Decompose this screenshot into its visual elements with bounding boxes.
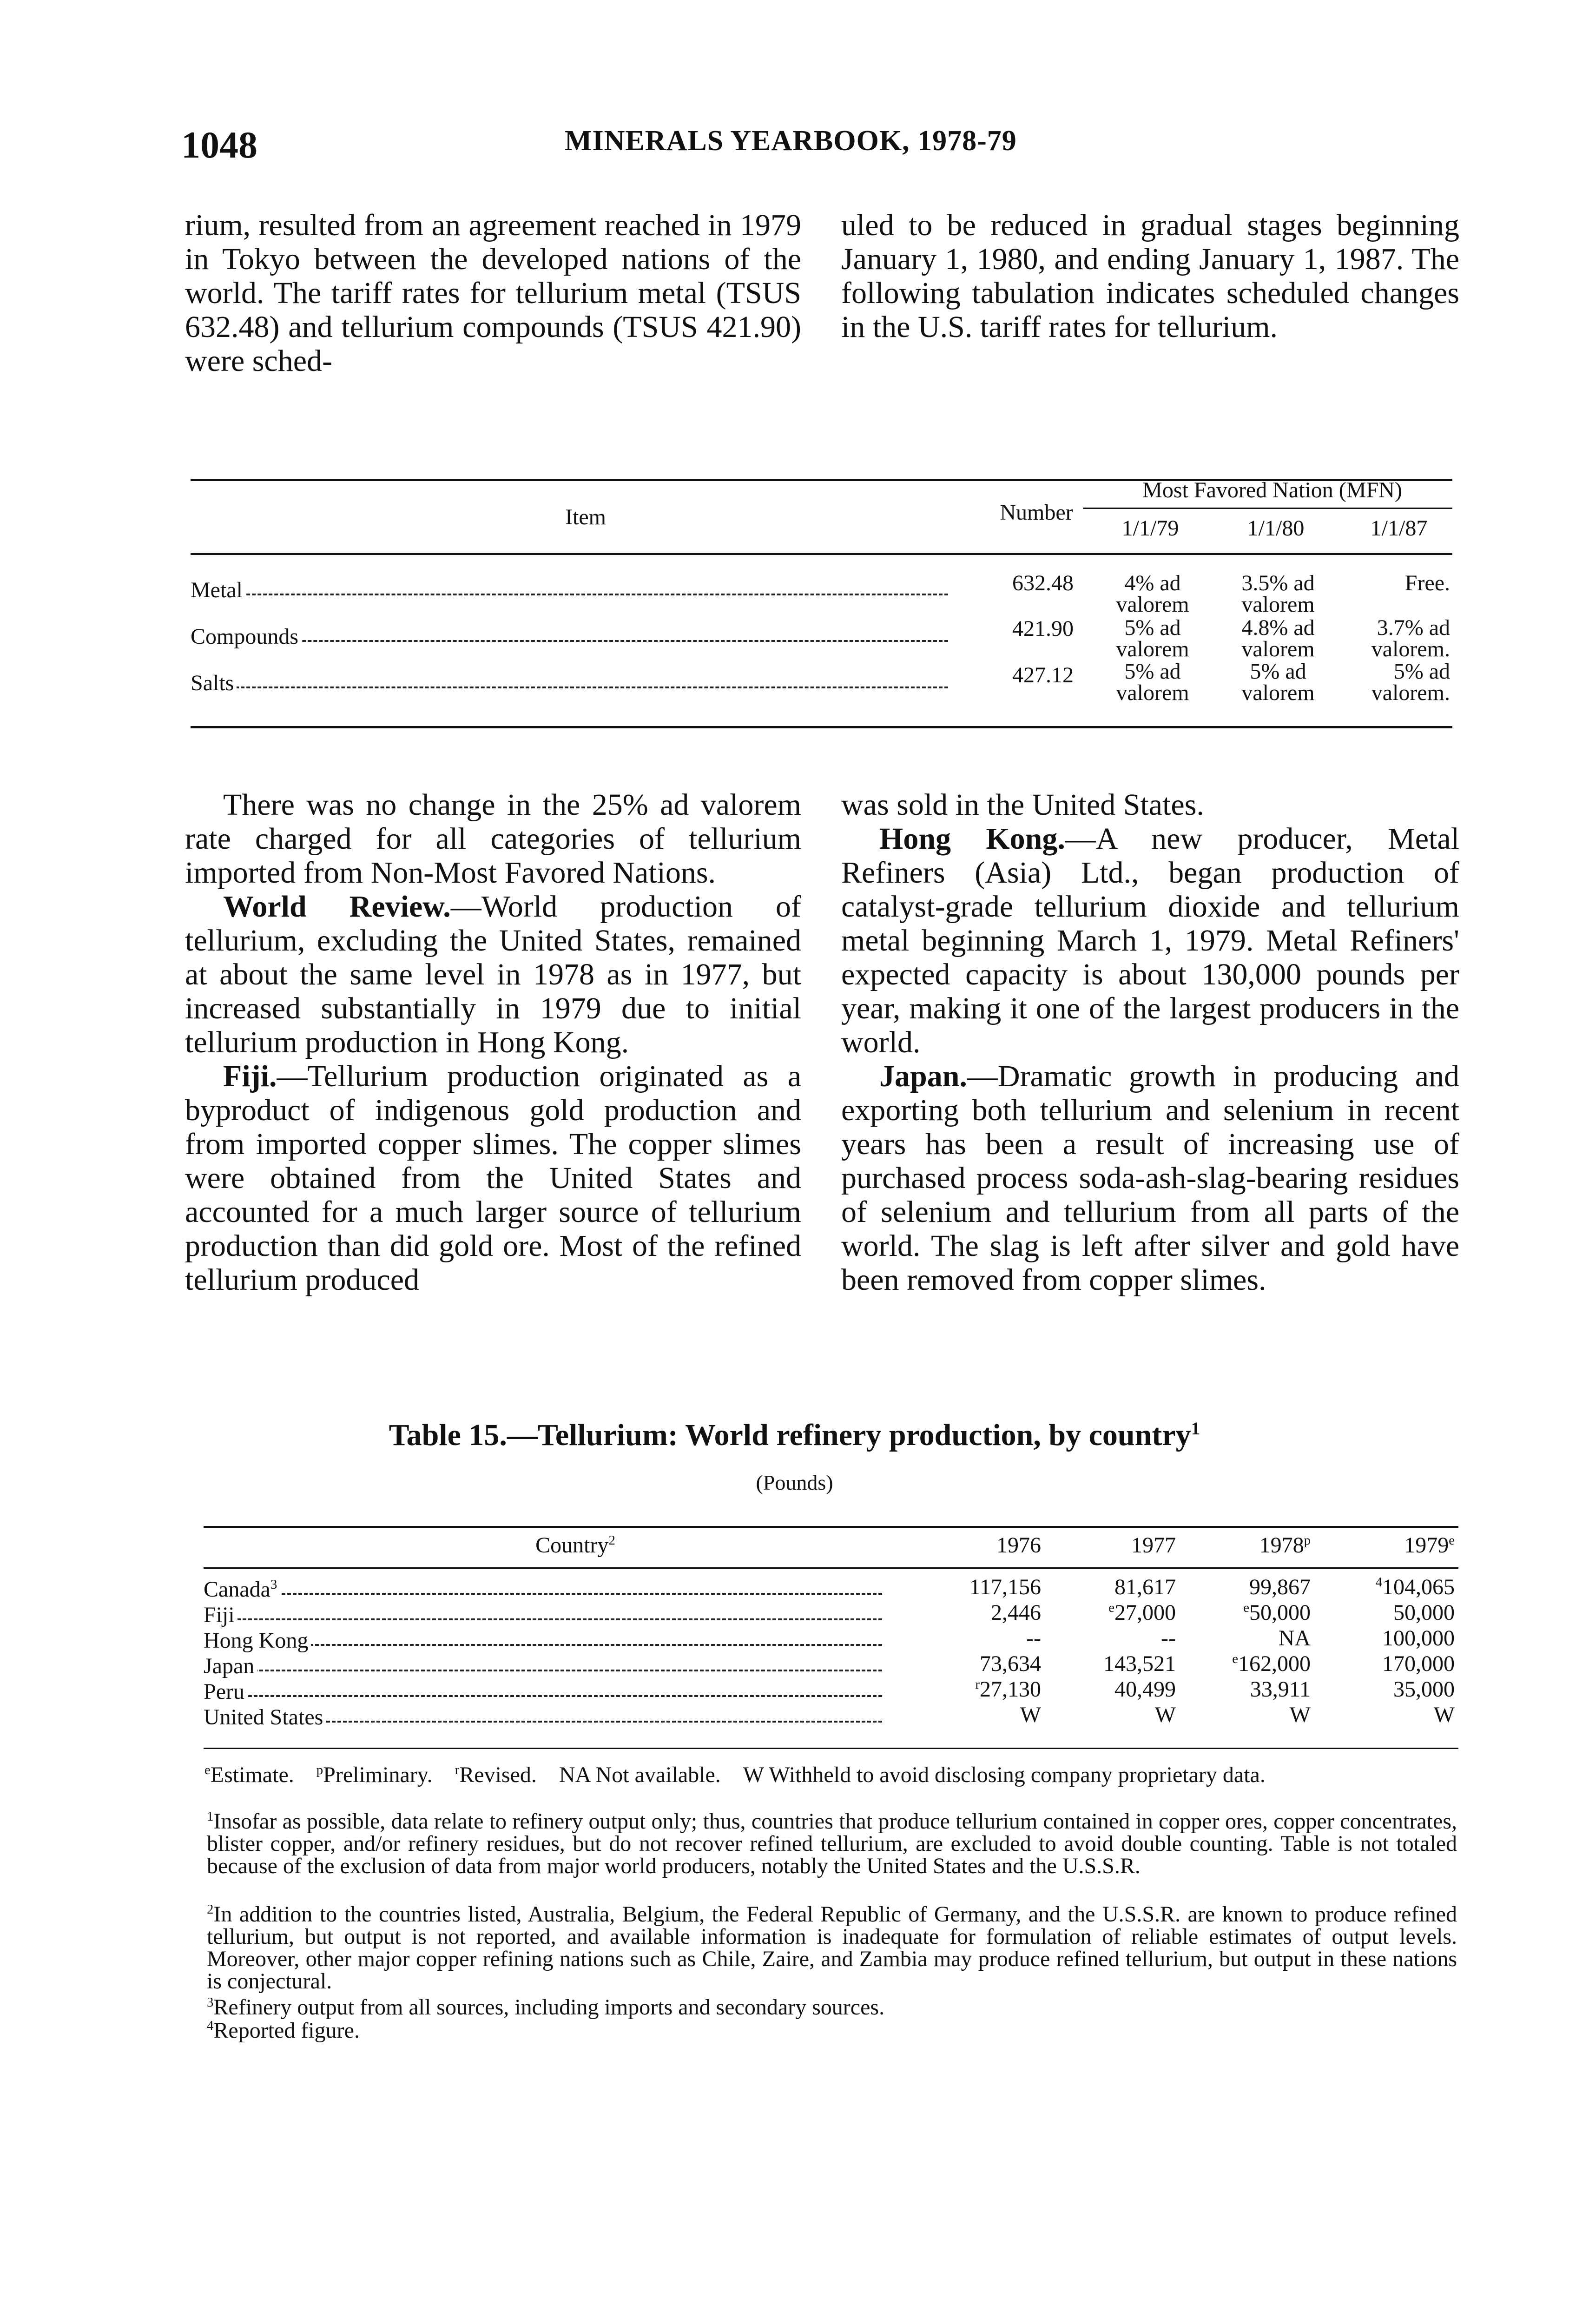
col-header-country xyxy=(204,1534,947,1557)
country-name: Hong Kong xyxy=(204,1629,309,1652)
value-1977 xyxy=(1055,1627,1176,1650)
value-1979 xyxy=(1329,1703,1455,1727)
cell-value: 73,634 xyxy=(980,1651,1041,1676)
value-1976 xyxy=(920,1652,1041,1676)
table-top-rule xyxy=(204,1526,1458,1528)
col-header-text: Country xyxy=(535,1533,609,1558)
footnote-mark: e xyxy=(1243,1600,1249,1615)
running-title: MINERALS YEARBOOK, 1978-79 xyxy=(565,125,1017,157)
tariff-number: 427.12 xyxy=(1012,663,1074,687)
footnote-mark: 2 xyxy=(608,1533,615,1548)
rate-1980: valorem xyxy=(1241,592,1315,617)
paragraph-body: —Tellurium production originated as a byproduct of indigenous gold production and from imported copper slimes. The copper slimes were obtained from the United States and accounted for a much larger source of tellurium production than did gold ore. Most of the refined tellurium produced xyxy=(185,1059,801,1297)
rate-1979: 4% ad xyxy=(1124,571,1181,595)
footnote-legend xyxy=(204,1764,1455,1786)
footnote-mark: 2 xyxy=(207,1902,214,1917)
value-1976 xyxy=(920,1576,1041,1599)
legend-not-available: NA Not available. xyxy=(559,1763,721,1787)
rate-1980: 4.8% ad xyxy=(1241,615,1315,640)
cell-value: -- xyxy=(1161,1626,1176,1651)
header-bottom-rule xyxy=(204,1567,1458,1569)
cell-value: 117,156 xyxy=(969,1575,1041,1599)
col-header-number: Number xyxy=(1000,500,1073,525)
col-header-year xyxy=(1190,1534,1311,1557)
table-row xyxy=(191,625,948,648)
value-1978 xyxy=(1190,1678,1311,1701)
paragraph-body: —World production of tellurium, excluding the United States, remained at about the same level in 1978 as in 1977, but increased substantially in 1979 due to initial tellurium production in Hong Kong. xyxy=(185,890,802,1059)
tariff-number: 421.90 xyxy=(1012,616,1074,641)
value-1977 xyxy=(1055,1678,1176,1701)
row-label: Compounds xyxy=(191,625,301,648)
rate-1980: valorem xyxy=(1241,637,1315,661)
cell-value: 100,000 xyxy=(1382,1626,1455,1651)
rate-1979: valorem xyxy=(1116,592,1189,617)
header-bottom-rule xyxy=(191,553,1452,555)
tariff-number: 632.48 xyxy=(1012,571,1074,595)
col-header-mfn: Most Favored Nation (MFN) xyxy=(1142,478,1402,502)
col-header-year xyxy=(1329,1534,1455,1557)
rate-1987: valorem. xyxy=(1371,637,1450,661)
col-header-text: 1976 xyxy=(996,1533,1041,1558)
value-1979 xyxy=(1329,1627,1455,1650)
rate-1979: 5% ad xyxy=(1124,659,1181,684)
value-1978 xyxy=(1190,1627,1311,1650)
paragraph: rium, resulted from an agreement reached in 1979 in Tokyo between the developed nations of the world. The tariff rates for tellurium metal (TSUS 632.48) and tellurium compounds (TSUS 421.90) were sched- xyxy=(185,208,801,378)
cell-value: W xyxy=(1020,1703,1041,1727)
cell-value: W xyxy=(1154,1703,1176,1727)
row-label: Salts xyxy=(191,672,237,695)
cell-value: -- xyxy=(1026,1626,1041,1651)
table-row xyxy=(204,1578,882,1601)
cell-value: 143,521 xyxy=(1103,1651,1176,1676)
footnote-mark: p xyxy=(316,1763,323,1777)
value-1979 xyxy=(1329,1652,1455,1676)
legend-preliminary: Preliminary. xyxy=(323,1763,433,1787)
rate-1979: 5% ad xyxy=(1124,615,1181,640)
country-name: Canada xyxy=(204,1578,270,1601)
footnote-4 xyxy=(207,2020,1457,2042)
rate-1987: Free. xyxy=(1404,571,1450,595)
value-1978 xyxy=(1190,1652,1311,1676)
table-row xyxy=(204,1629,882,1652)
cell-value: 2,446 xyxy=(991,1600,1041,1625)
paragraph xyxy=(185,1059,801,1297)
rate-1987: valorem. xyxy=(1371,680,1450,705)
value-1976 xyxy=(920,1703,1041,1727)
rate-1980: 5% ad xyxy=(1250,659,1306,684)
value-1976 xyxy=(920,1678,1041,1701)
footnote-mark: e xyxy=(1232,1651,1238,1666)
row-label xyxy=(204,1629,311,1652)
table-row xyxy=(204,1706,882,1729)
row-label xyxy=(204,1680,247,1703)
col-header-item: Item xyxy=(565,505,606,529)
value-1979 xyxy=(1329,1678,1455,1701)
table-title-text: Table 15.—Tellurium: World refinery production, by country xyxy=(389,1418,1191,1452)
paragraph xyxy=(841,822,1459,1059)
value-1977 xyxy=(1055,1576,1176,1599)
cell-value: 162,000 xyxy=(1238,1651,1311,1676)
cell-value: 104,065 xyxy=(1382,1575,1455,1599)
table-title xyxy=(0,1418,1589,1453)
footnote-mark: p xyxy=(1304,1533,1311,1548)
footnote-mark: 4 xyxy=(1375,1575,1382,1590)
row-label xyxy=(204,1604,237,1627)
footnote-mark: 1 xyxy=(1191,1418,1200,1439)
value-1979 xyxy=(1329,1576,1455,1599)
cell-value: 40,499 xyxy=(1114,1677,1176,1702)
value-1978 xyxy=(1190,1601,1311,1624)
paragraph-body: —A new producer, Metal Refiners (Asia) Ltd., began production of catalyst-grade tellurium dioxide and tellurium metal beginning March 1, 1979. Metal Refiners' expected capacity is about 130,000 pounds per year, making it one of the largest producers in the world. xyxy=(841,822,1459,1059)
table-row xyxy=(204,1655,882,1678)
value-1978 xyxy=(1190,1703,1311,1727)
col-header-text: 1978 xyxy=(1259,1533,1304,1558)
footnote-mark: e xyxy=(1108,1600,1114,1615)
footnote-text: Insofar as possible, data relate to refinery output only; thus, countries that produce tellurium contained in copper ores, copper concentrates, blister copper, and/or refinery residues, but do not recover refined tellurium, are excluded to avoid double counting. Table is not totaled because of the exclusion of data from major world producers, notably the United States and the U.S.S.R. xyxy=(207,1809,1457,1878)
value-1977 xyxy=(1055,1652,1176,1676)
cell-value: 170,000 xyxy=(1382,1651,1455,1676)
page-number: 1048 xyxy=(181,124,257,166)
table-bottom-rule xyxy=(204,1748,1458,1749)
value-1978 xyxy=(1190,1576,1311,1599)
table-bottom-rule xyxy=(191,726,1452,728)
cell-value: W xyxy=(1289,1703,1311,1727)
footnote-mark: 1 xyxy=(207,1809,214,1824)
cell-value: NA xyxy=(1278,1626,1311,1651)
paragraph xyxy=(185,890,801,1059)
value-1977 xyxy=(1055,1601,1176,1624)
footnote-mark: r xyxy=(455,1763,460,1777)
middle-right-column xyxy=(841,788,1459,1297)
col-header-year xyxy=(1055,1534,1176,1557)
table-row xyxy=(204,1680,882,1703)
legend-estimate: Estimate. xyxy=(210,1763,294,1787)
col-header-text: 1977 xyxy=(1131,1533,1176,1558)
section-head: Hong Kong. xyxy=(879,822,1065,856)
footnote-text: In addition to the countries listed, Australia, Belgium, the Federal Republic of Germany, and the U.S.S.R. are known to produce refined tellurium, but output is not reported, and available information is inadequate for formulation of reliable estimates of output levels. Moreover, other major copper refining nations such as Chile, Zaire, and Zambia may produce refined tellurium, but output in these nations is conjectural. xyxy=(207,1902,1457,1994)
footnote-mark: 3 xyxy=(207,1995,214,2010)
value-1979 xyxy=(1329,1601,1455,1624)
table-row xyxy=(204,1604,882,1627)
cell-value: 50,000 xyxy=(1249,1600,1311,1625)
cell-value: 35,000 xyxy=(1393,1677,1455,1702)
col-header-text: 1979 xyxy=(1404,1533,1449,1558)
rate-1979: valorem xyxy=(1116,680,1189,705)
table-unit: (Pounds) xyxy=(756,1471,833,1494)
value-1976 xyxy=(920,1627,1041,1650)
table-row xyxy=(191,672,948,695)
table-row xyxy=(191,579,948,602)
footnote-mark: e xyxy=(1449,1533,1455,1548)
cell-value: 50,000 xyxy=(1393,1600,1455,1625)
paragraph: There was no change in the 25% ad valorem rate charged for all categories of tellurium imported from Non-Most Favored Nations. xyxy=(185,788,801,890)
section-head: World Review. xyxy=(223,890,451,924)
footnote-mark: e xyxy=(204,1763,211,1777)
col-header-date: 1/1/79 xyxy=(1121,516,1179,541)
paragraph-body: —Dramatic growth in producing and exporting both tellurium and selenium in recent years has been a result of increasing use of purchased process soda-ash-slag-bearing residues of selenium and tellurium from all parts of the world. The slag is left after silver and gold have been removed from copper slimes. xyxy=(841,1059,1459,1297)
rate-1987: 3.7% ad xyxy=(1377,615,1450,640)
section-head: Fiji. xyxy=(223,1059,277,1093)
row-label xyxy=(204,1578,280,1601)
cell-value: W xyxy=(1433,1703,1455,1727)
row-label xyxy=(204,1706,326,1729)
middle-left-column xyxy=(185,788,801,1297)
footnote-mark: 4 xyxy=(207,2018,214,2033)
rate-1979: valorem xyxy=(1116,637,1189,661)
country-name: Peru xyxy=(204,1680,244,1703)
cell-value: 33,911 xyxy=(1250,1677,1311,1702)
rate-1987: 5% ad xyxy=(1393,659,1450,684)
top-left-paragraph xyxy=(185,208,801,378)
legend-revised: Revised. xyxy=(459,1763,537,1787)
cell-value: 27,130 xyxy=(980,1677,1041,1702)
value-1976 xyxy=(920,1601,1041,1624)
value-1977 xyxy=(1055,1703,1176,1727)
row-label xyxy=(204,1655,257,1678)
col-header-year xyxy=(920,1534,1041,1557)
top-right-paragraph xyxy=(841,208,1459,344)
footnote-text: Refinery output from all sources, including imports and secondary sources. xyxy=(213,1995,885,2020)
cell-value: 99,867 xyxy=(1249,1575,1311,1599)
paragraph: was sold in the United States. xyxy=(841,788,1204,822)
col-header-date: 1/1/80 xyxy=(1247,516,1305,541)
paragraph: uled to be reduced in gradual stages beginning January 1, 1980, and ending January 1, 1987. The following tabulation indicates scheduled changes in the U.S. tariff rates for tellurium. xyxy=(841,208,1459,344)
legend-withheld: W Withheld to avoid disclosing company proprietary data. xyxy=(743,1763,1266,1787)
cell-value: 81,617 xyxy=(1114,1575,1176,1599)
footnote-text: Reported figure. xyxy=(213,2018,360,2043)
section-head: Japan. xyxy=(879,1059,967,1093)
footnote-2 xyxy=(207,1903,1457,1993)
rate-1980: valorem xyxy=(1241,680,1315,705)
footnote-mark: r xyxy=(975,1677,980,1692)
footnote-3 xyxy=(207,1996,1457,2019)
cell-value: 27,000 xyxy=(1114,1600,1176,1625)
mfn-underline xyxy=(1083,508,1452,509)
row-label: Metal xyxy=(191,579,245,602)
paragraph xyxy=(841,1059,1459,1297)
footnote-1 xyxy=(207,1810,1457,1877)
country-name: United States xyxy=(204,1706,323,1729)
col-header-date: 1/1/87 xyxy=(1370,516,1428,541)
rate-1980: 3.5% ad xyxy=(1241,571,1315,595)
country-name: Japan xyxy=(204,1655,255,1678)
footnote-mark: 3 xyxy=(270,1578,277,1592)
country-name: Fiji xyxy=(204,1604,235,1627)
